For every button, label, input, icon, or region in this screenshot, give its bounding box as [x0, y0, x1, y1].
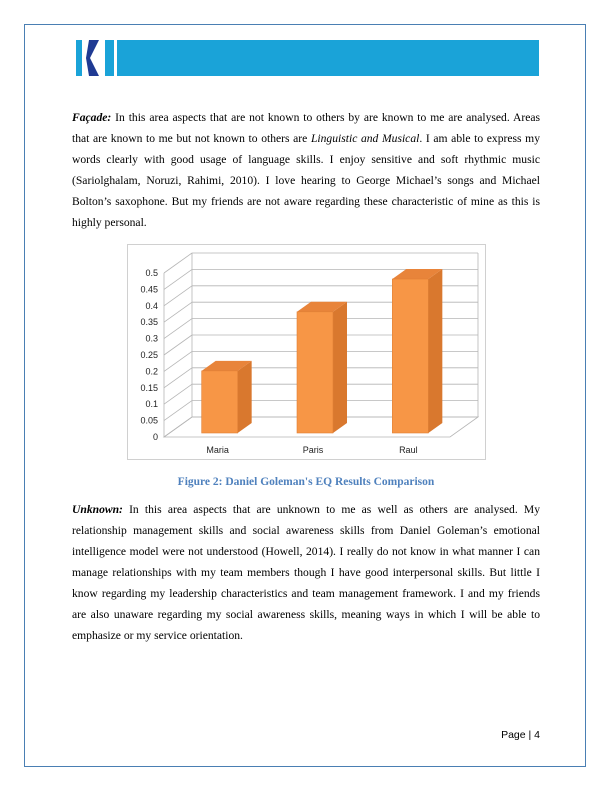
y-tick-label: 0	[152, 432, 158, 442]
side-gridline	[164, 384, 192, 404]
y-tick-label: 0.05	[140, 415, 158, 426]
y-tick-label: 0.3	[145, 333, 158, 344]
y-tick-label: 0.45	[140, 284, 158, 295]
facade-label: Façade:	[72, 111, 112, 124]
y-tick-label: 0.5	[145, 268, 158, 278]
page-number: Page | 4	[501, 729, 540, 741]
k-logo	[74, 40, 114, 76]
eq-results-chart	[127, 244, 486, 460]
y-tick-label: 0.2	[145, 366, 158, 377]
side-gridline	[164, 351, 192, 371]
facade-paragraph	[72, 107, 540, 233]
side-gridline	[164, 302, 192, 322]
header-bar	[117, 40, 539, 76]
unknown-text: In this area aspects that are unknown to me as well as others are analysed. My relationship management skills and social awareness skills from Daniel Goleman’s emotional intelligence model were not understood (Howell, 2014). I really do not know in what manner I can manage relationships with my team members though I have good interpersonal skills. But little I know regarding my leadership characteristics and team management framework. I and my friends are also unaware regarding my social awareness skills, meaning ways in which I will be able to emphasize or my service orientation.	[72, 503, 540, 642]
facade-text-1: In this area aspects that are not known to others by are known to me are analysed. Areas that are known to me but not known to others are	[72, 111, 540, 145]
y-tick-label: 0.25	[140, 350, 158, 360]
side-gridline	[164, 286, 192, 306]
figure-caption: Figure 2: Daniel Goleman's EQ Results Comparison	[177, 476, 435, 488]
facade-italic-text: Linguistic and Musical	[310, 132, 420, 145]
x-tick-label: Maria	[206, 445, 229, 455]
bar-maria	[202, 371, 238, 433]
bar-side-paris	[333, 302, 347, 433]
side-gridline	[164, 269, 192, 289]
bar-raul	[392, 279, 428, 433]
bar-side-maria	[238, 361, 252, 433]
side-gridline	[164, 368, 192, 388]
y-tick-label: 0.4	[145, 300, 158, 311]
side-gridline	[164, 401, 192, 421]
x-tick-label: Raul	[399, 445, 418, 455]
side-gridline	[164, 335, 192, 355]
y-tick-label: 0.15	[140, 382, 158, 393]
facade-text-2: . I am able to express my words clearly with good usage of language skills. I enjoy sensitive and soft rhythmic music (Sariolghalam, Noruzi, Rahimi, 2010). I love hearing to George Michael’s songs and Michael Bolton’s saxophone. But my friends are not aware regarding these characteristic of mine as this is highly personal.	[72, 132, 541, 229]
chart-svg	[128, 245, 485, 459]
side-gridline	[164, 319, 192, 339]
side-gridline	[164, 253, 192, 273]
x-tick-label: Paris	[302, 445, 324, 455]
unknown-label: Unknown:	[72, 503, 123, 516]
unknown-paragraph	[72, 499, 540, 646]
y-tick-label: 0.1	[145, 399, 158, 410]
y-tick-label: 0.35	[140, 317, 158, 328]
bar-side-raul	[428, 269, 442, 433]
bar-paris	[297, 312, 333, 433]
